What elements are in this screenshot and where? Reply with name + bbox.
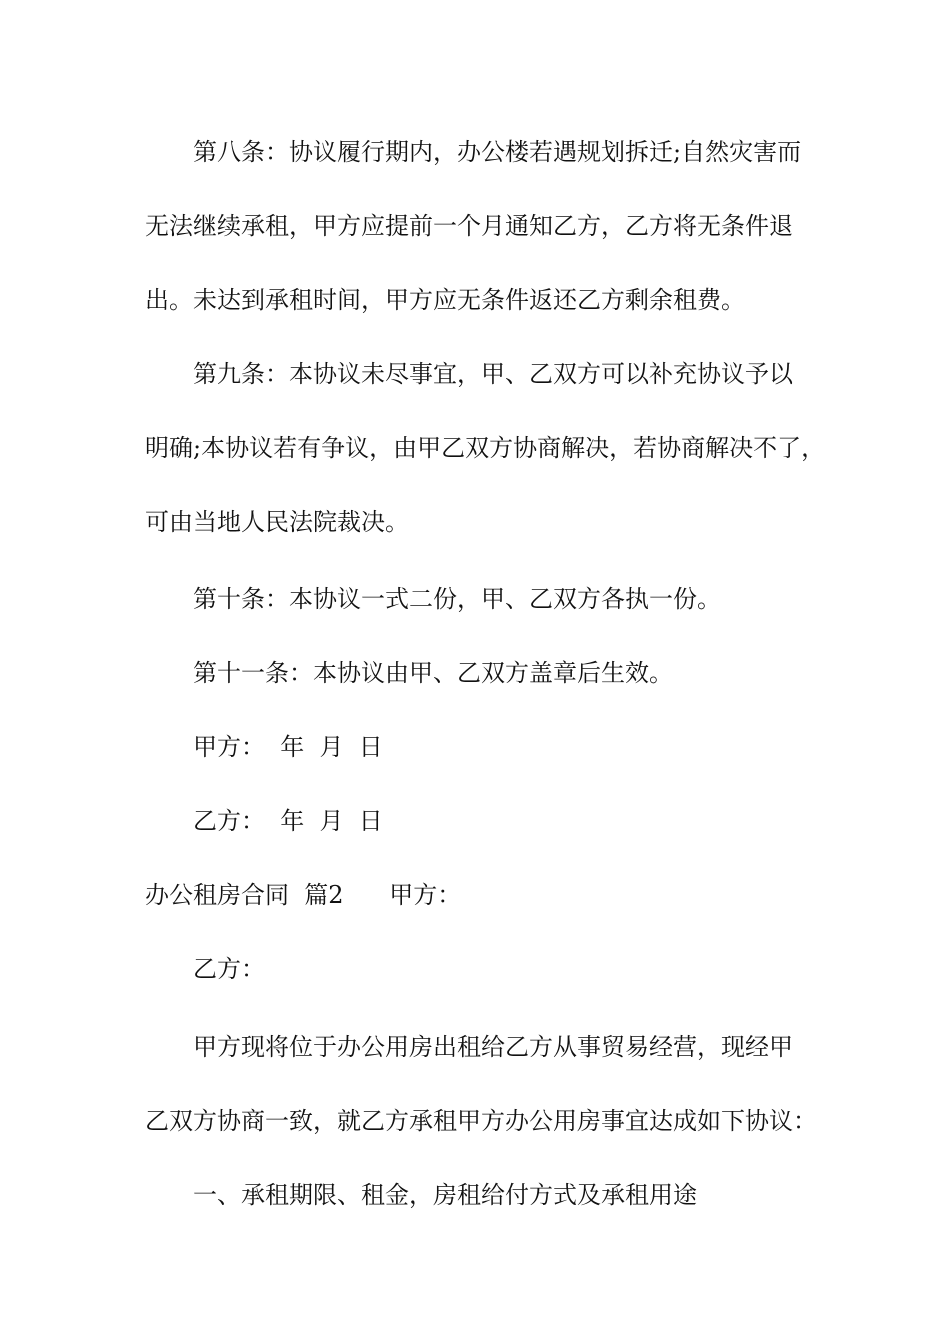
paragraph-line: 甲方现将位于办公用房出租给乙方从事贸易经营，现经甲 [193, 1033, 793, 1061]
paragraph-line: 第八条：协议履行期内，办公楼若遇规划拆迁;自然灾害而 [193, 138, 802, 166]
paragraph-line: 无法继续承租，甲方应提前一个月通知乙方，乙方将无条件退 [145, 212, 793, 240]
signature-line-party-a: 甲方： 年 月 日 [193, 733, 383, 761]
paragraph-line: 第十条：本协议一式二份，甲、乙双方各执一份。 [193, 585, 721, 613]
party-b-label: 乙方： [193, 955, 265, 983]
paragraph-line: 出。未达到承租时间，甲方应无条件返还乙方剩余租费。 [145, 286, 745, 314]
paragraph-line: 乙双方协商一致，就乙方承租甲方办公用房事宜达成如下协议： [145, 1107, 817, 1135]
signature-line-party-b: 乙方： 年 月 日 [193, 807, 383, 835]
paragraph-line: 明确;本协议若有争议，由甲乙双方协商解决，若协商解决不了， [145, 434, 826, 462]
paragraph-line: 可由当地人民法院裁决。 [145, 508, 409, 536]
clause-heading: 一、承租期限、租金，房租给付方式及承租用途 [193, 1181, 697, 1209]
section-heading: 办公租房合同 篇2 甲方： [145, 881, 462, 909]
paragraph-line: 第十一条：本协议由甲、乙双方盖章后生效。 [193, 659, 673, 687]
paragraph-line: 第九条：本协议未尽事宜，甲、乙双方可以补充协议予以 [193, 360, 793, 388]
